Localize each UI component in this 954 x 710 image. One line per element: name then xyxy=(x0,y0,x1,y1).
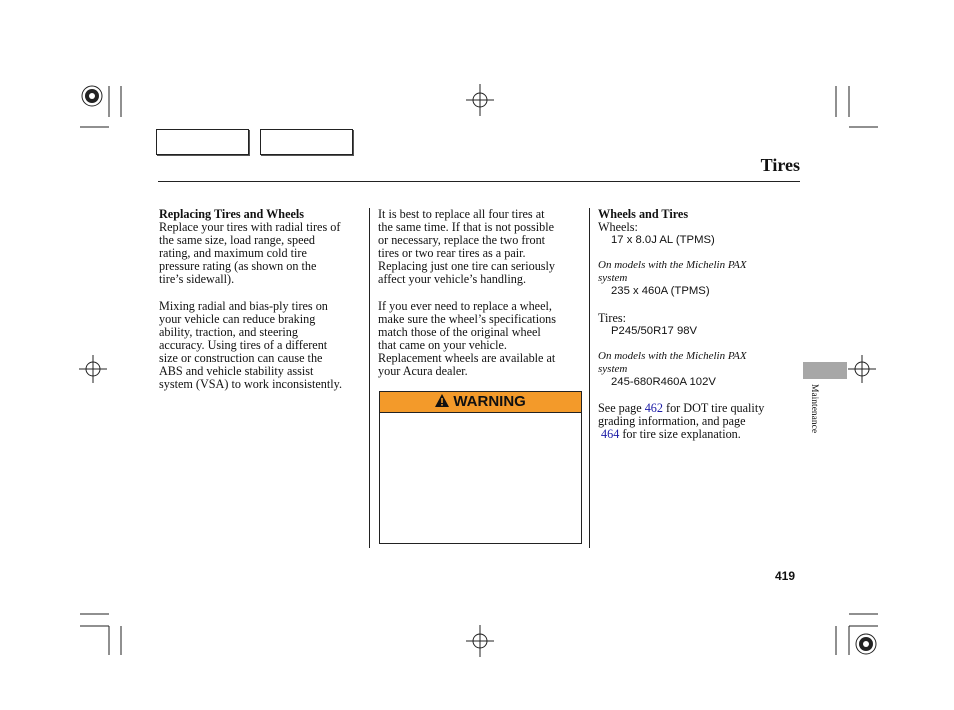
column-divider xyxy=(589,208,590,548)
section-heading: Replacing Tires and Wheels xyxy=(159,207,305,221)
column-3 xyxy=(598,208,803,441)
wheels-label: Wheels: xyxy=(598,220,638,235)
warning-label: WARNING xyxy=(453,393,526,410)
paragraph-replace: Replace your tires with radial tires of the same size, load range, speed rating, and maximum cold tire pressure rating (as shown on the tire’s sidewall). xyxy=(159,220,341,287)
nav-button-main-menu[interactable] xyxy=(156,129,249,155)
page-link-462[interactable]: 462 xyxy=(644,401,663,416)
wheels-spec: 17 x 8.0J AL (TPMS) xyxy=(611,234,715,247)
pax-note: On models with the Michelin PAX system xyxy=(598,259,747,285)
warning-header xyxy=(380,392,581,413)
warning-triangle-icon xyxy=(435,394,449,407)
column-1 xyxy=(159,208,364,391)
page-number: 419 xyxy=(775,569,796,583)
tires-label: Tires: xyxy=(598,310,626,325)
page-title: Tires xyxy=(760,155,800,175)
paragraph-replace-wheel: If you ever need to replace a wheel, make sure the wheel’s specifications match those of the original wheel that came on your vehicle. Replacement wheels are available at your Acura dealer. xyxy=(378,298,557,379)
section-tab[interactable] xyxy=(803,362,847,379)
column-divider xyxy=(369,208,370,548)
section-tab-label: Maintenance xyxy=(809,384,819,434)
paragraph-replace-all: It is best to replace all four tires at the same time. If that is not possible or necessary, replace the two front tires or two rear tires as a pair. Replacing just one tire can seriously affect your vehicle’s handling. xyxy=(378,207,556,287)
column-2 xyxy=(378,208,583,378)
tires-pax-spec: 245-680R460A 102V xyxy=(611,375,716,388)
pax-note: On models with the Michelin PAX system xyxy=(598,349,747,375)
wheels-pax-spec: 235 x 460A (TPMS) xyxy=(611,285,710,298)
tires-spec: P245/50R17 98V xyxy=(611,324,698,337)
warning-box xyxy=(379,391,582,544)
section-heading: Wheels and Tires xyxy=(598,207,689,221)
header-rule xyxy=(158,181,800,182)
paragraph-mixing: Mixing radial and bias-ply tires on your vehicle can reduce braking ability, traction, and steering accuracy. Using tires of a different size or construction can cause the ABS and vehicle stability assist system (VSA) to work inconsistently. xyxy=(159,298,343,392)
page-link-464[interactable]: 464 xyxy=(601,427,620,442)
nav-button-index[interactable] xyxy=(260,129,353,155)
see-page-note: See page 462 for DOT tire quality grading information, and page 464 for tire size explanation. xyxy=(598,401,765,442)
